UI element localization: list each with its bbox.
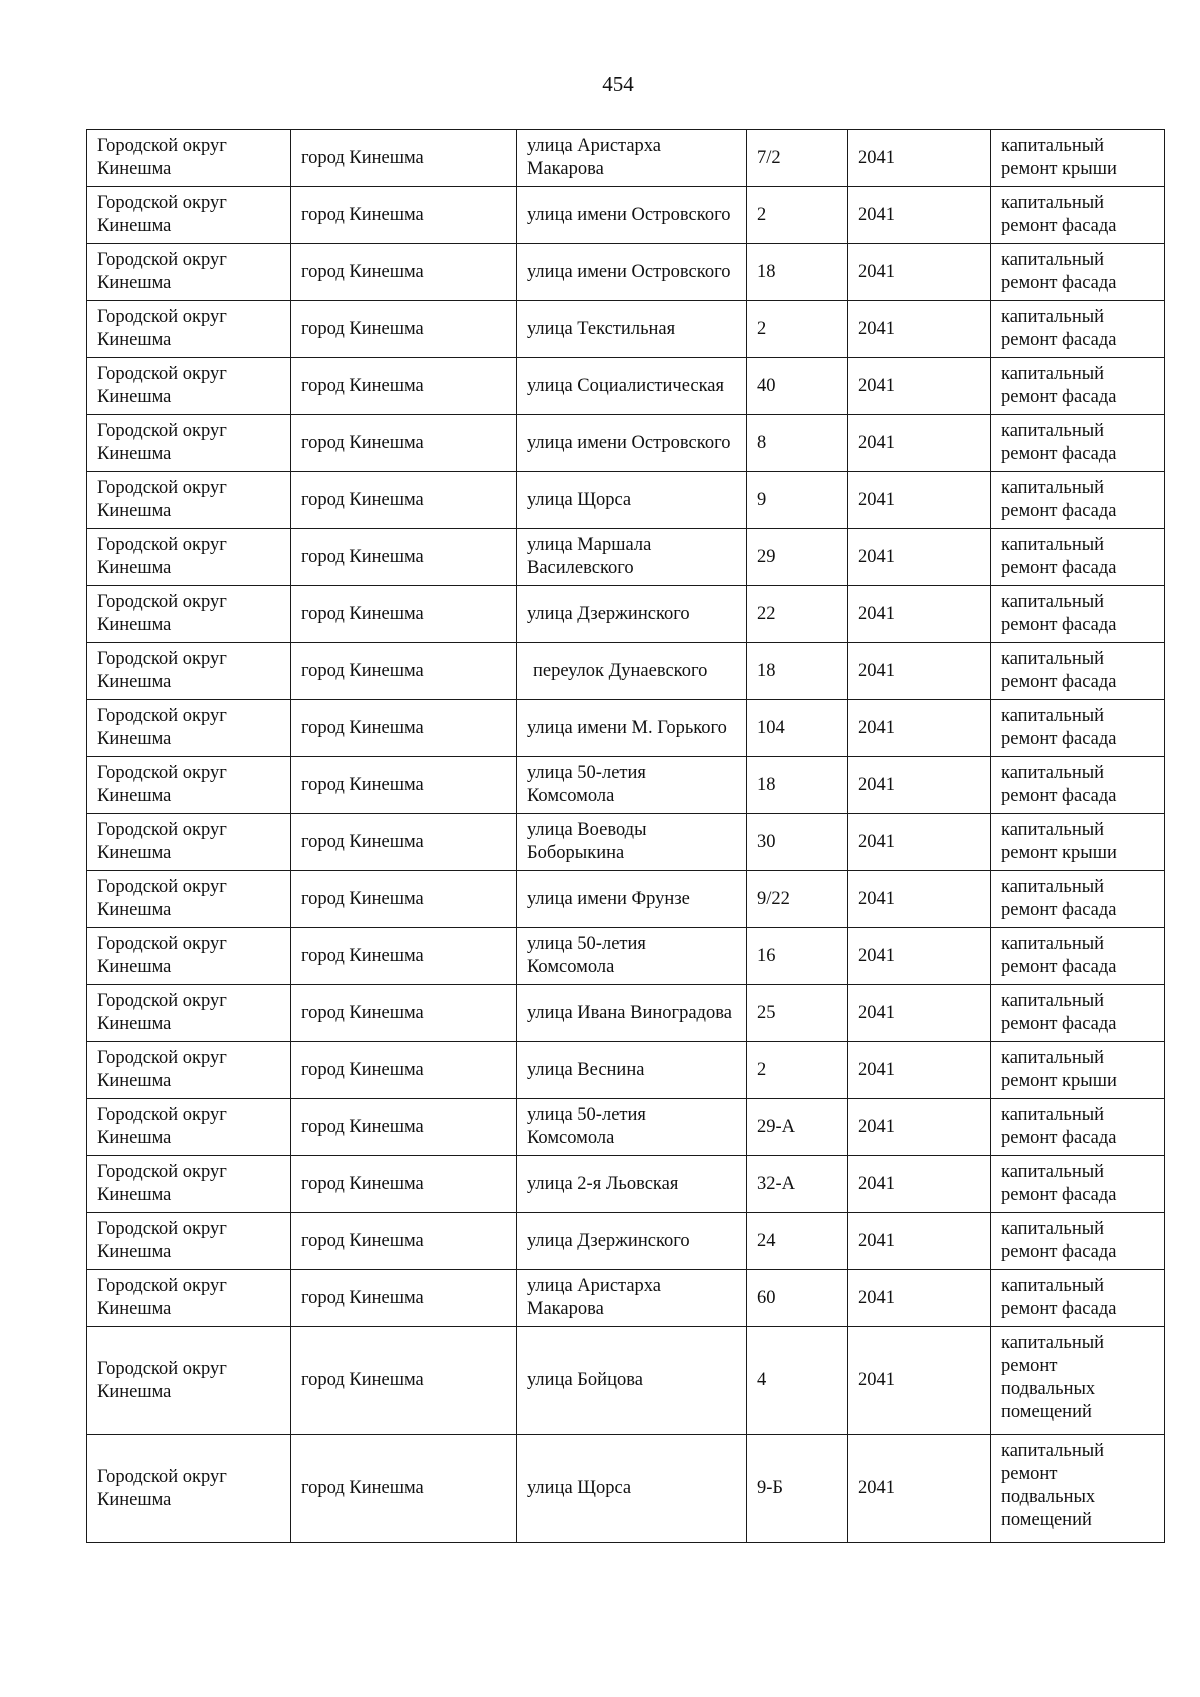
work-type-cell: капитальный ремонт крыши: [991, 814, 1165, 871]
year-cell: 2041: [848, 358, 991, 415]
city-cell: город Кинешма: [291, 757, 517, 814]
city-cell: город Кинешма: [291, 415, 517, 472]
district-cell: Городской округ Кинешма: [87, 1327, 291, 1435]
table-row: [87, 871, 1165, 928]
table-row: [87, 301, 1165, 358]
house-number-cell: 2: [747, 187, 848, 244]
district-cell: Городской округ Кинешма: [87, 1042, 291, 1099]
district-cell: Городской округ Кинешма: [87, 700, 291, 757]
district-cell: Городской округ Кинешма: [87, 358, 291, 415]
repair-schedule-table: [86, 129, 1165, 1543]
work-type-cell: капитальный ремонт фасада: [991, 1213, 1165, 1270]
work-type-cell: капитальный ремонт фасада: [991, 871, 1165, 928]
street-cell: улица 50-летия Комсомола: [517, 757, 747, 814]
district-cell: Городской округ Кинешма: [87, 130, 291, 187]
house-number-cell: 25: [747, 985, 848, 1042]
city-cell: город Кинешма: [291, 985, 517, 1042]
work-type-cell: капитальный ремонт фасада: [991, 1099, 1165, 1156]
table-row: [87, 1213, 1165, 1270]
work-type-cell: капитальный ремонт подвальных помещений: [991, 1327, 1165, 1435]
work-type-cell: капитальный ремонт фасада: [991, 187, 1165, 244]
street-cell: улица Воеводы Боборыкина: [517, 814, 747, 871]
city-cell: город Кинешма: [291, 1270, 517, 1327]
table-row: [87, 358, 1165, 415]
city-cell: город Кинешма: [291, 301, 517, 358]
street-cell: улица 50-летия Комсомола: [517, 1099, 747, 1156]
district-cell: Городской округ Кинешма: [87, 928, 291, 985]
district-cell: Городской округ Кинешма: [87, 472, 291, 529]
year-cell: 2041: [848, 757, 991, 814]
year-cell: 2041: [848, 130, 991, 187]
city-cell: город Кинешма: [291, 1042, 517, 1099]
street-cell: улица имени Фрунзе: [517, 871, 747, 928]
work-type-cell: капитальный ремонт фасада: [991, 700, 1165, 757]
table-body: [87, 130, 1165, 1543]
house-number-cell: 104: [747, 700, 848, 757]
work-type-cell: капитальный ремонт фасада: [991, 1156, 1165, 1213]
house-number-cell: 9-Б: [747, 1435, 848, 1543]
year-cell: 2041: [848, 871, 991, 928]
year-cell: 2041: [848, 529, 991, 586]
city-cell: город Кинешма: [291, 1327, 517, 1435]
house-number-cell: 16: [747, 928, 848, 985]
year-cell: 2041: [848, 700, 991, 757]
street-cell: улица 2-я Льовская: [517, 1156, 747, 1213]
district-cell: Городской округ Кинешма: [87, 187, 291, 244]
table-row: [87, 985, 1165, 1042]
city-cell: город Кинешма: [291, 871, 517, 928]
street-cell: улица Дзержинского: [517, 1213, 747, 1270]
house-number-cell: 9/22: [747, 871, 848, 928]
house-number-cell: 9: [747, 472, 848, 529]
table-row: [87, 1042, 1165, 1099]
house-number-cell: 8: [747, 415, 848, 472]
district-cell: Городской округ Кинешма: [87, 643, 291, 700]
table-row: [87, 586, 1165, 643]
table-row: [87, 814, 1165, 871]
table-row: [87, 130, 1165, 187]
street-cell: улица Текстильная: [517, 301, 747, 358]
house-number-cell: 60: [747, 1270, 848, 1327]
year-cell: 2041: [848, 586, 991, 643]
table-row: [87, 529, 1165, 586]
work-type-cell: капитальный ремонт фасада: [991, 757, 1165, 814]
house-number-cell: 30: [747, 814, 848, 871]
street-cell: улица имени Островского: [517, 415, 747, 472]
table-row: [87, 1099, 1165, 1156]
year-cell: 2041: [848, 1042, 991, 1099]
year-cell: 2041: [848, 928, 991, 985]
district-cell: Городской округ Кинешма: [87, 985, 291, 1042]
street-cell: улица Веснина: [517, 1042, 747, 1099]
work-type-cell: капитальный ремонт фасада: [991, 985, 1165, 1042]
house-number-cell: 2: [747, 1042, 848, 1099]
street-cell: улица Бойцова: [517, 1327, 747, 1435]
year-cell: 2041: [848, 814, 991, 871]
city-cell: город Кинешма: [291, 1156, 517, 1213]
work-type-cell: капитальный ремонт фасада: [991, 1270, 1165, 1327]
work-type-cell: капитальный ремонт фасада: [991, 472, 1165, 529]
year-cell: 2041: [848, 1327, 991, 1435]
district-cell: Городской округ Кинешма: [87, 1099, 291, 1156]
house-number-cell: 32-А: [747, 1156, 848, 1213]
table-row: [87, 244, 1165, 301]
house-number-cell: 29-А: [747, 1099, 848, 1156]
house-number-cell: 29: [747, 529, 848, 586]
district-cell: Городской округ Кинешма: [87, 244, 291, 301]
street-cell: улица 50-летия Комсомола: [517, 928, 747, 985]
table-row: [87, 1435, 1165, 1543]
work-type-cell: капитальный ремонт фасада: [991, 415, 1165, 472]
street-cell: улица Дзержинского: [517, 586, 747, 643]
table-row: [87, 415, 1165, 472]
city-cell: город Кинешма: [291, 643, 517, 700]
district-cell: Городской округ Кинешма: [87, 871, 291, 928]
house-number-cell: 18: [747, 757, 848, 814]
table-row: [87, 700, 1165, 757]
street-cell: улица Аристарха Макарова: [517, 1270, 747, 1327]
work-type-cell: капитальный ремонт фасада: [991, 529, 1165, 586]
work-type-cell: капитальный ремонт фасада: [991, 586, 1165, 643]
city-cell: город Кинешма: [291, 358, 517, 415]
district-cell: Городской округ Кинешма: [87, 415, 291, 472]
house-number-cell: 40: [747, 358, 848, 415]
city-cell: город Кинешма: [291, 529, 517, 586]
street-cell: улица Маршала Василевского: [517, 529, 747, 586]
district-cell: Городской округ Кинешма: [87, 814, 291, 871]
street-cell: улица Аристарха Макарова: [517, 130, 747, 187]
year-cell: 2041: [848, 643, 991, 700]
house-number-cell: 22: [747, 586, 848, 643]
street-cell: переулок Дунаевского: [517, 643, 747, 700]
house-number-cell: 7/2: [747, 130, 848, 187]
year-cell: 2041: [848, 187, 991, 244]
house-number-cell: 18: [747, 643, 848, 700]
street-cell: улица имени Островского: [517, 244, 747, 301]
table-row: [87, 643, 1165, 700]
city-cell: город Кинешма: [291, 187, 517, 244]
district-cell: Городской округ Кинешма: [87, 757, 291, 814]
year-cell: 2041: [848, 301, 991, 358]
table-row: [87, 1327, 1165, 1435]
district-cell: Городской округ Кинешма: [87, 586, 291, 643]
table-row: [87, 1270, 1165, 1327]
district-cell: Городской округ Кинешма: [87, 1156, 291, 1213]
district-cell: Городской округ Кинешма: [87, 1270, 291, 1327]
work-type-cell: капитальный ремонт крыши: [991, 130, 1165, 187]
city-cell: город Кинешма: [291, 700, 517, 757]
house-number-cell: 18: [747, 244, 848, 301]
street-cell: улица Щорса: [517, 472, 747, 529]
district-cell: Городской округ Кинешма: [87, 1435, 291, 1543]
work-type-cell: капитальный ремонт фасада: [991, 358, 1165, 415]
street-cell: улица Социалистическая: [517, 358, 747, 415]
year-cell: 2041: [848, 1435, 991, 1543]
work-type-cell: капитальный ремонт фасада: [991, 301, 1165, 358]
year-cell: 2041: [848, 415, 991, 472]
table-row: [87, 187, 1165, 244]
district-cell: Городской округ Кинешма: [87, 1213, 291, 1270]
work-type-cell: капитальный ремонт фасада: [991, 643, 1165, 700]
street-cell: улица Щорса: [517, 1435, 747, 1543]
city-cell: город Кинешма: [291, 586, 517, 643]
work-type-cell: капитальный ремонт подвальных помещений: [991, 1435, 1165, 1543]
district-cell: Городской округ Кинешма: [87, 529, 291, 586]
year-cell: 2041: [848, 472, 991, 529]
city-cell: город Кинешма: [291, 814, 517, 871]
district-cell: Городской округ Кинешма: [87, 301, 291, 358]
city-cell: город Кинешма: [291, 1435, 517, 1543]
house-number-cell: 24: [747, 1213, 848, 1270]
table-row: [87, 928, 1165, 985]
city-cell: город Кинешма: [291, 1099, 517, 1156]
year-cell: 2041: [848, 1156, 991, 1213]
year-cell: 2041: [848, 1099, 991, 1156]
city-cell: город Кинешма: [291, 244, 517, 301]
table-row: [87, 472, 1165, 529]
work-type-cell: капитальный ремонт крыши: [991, 1042, 1165, 1099]
street-cell: улица имени Островского: [517, 187, 747, 244]
work-type-cell: капитальный ремонт фасада: [991, 928, 1165, 985]
year-cell: 2041: [848, 1270, 991, 1327]
street-cell: улица Ивана Виноградова: [517, 985, 747, 1042]
city-cell: город Кинешма: [291, 472, 517, 529]
street-cell: улица имени М. Горького: [517, 700, 747, 757]
city-cell: город Кинешма: [291, 928, 517, 985]
table-row: [87, 757, 1165, 814]
page-number: 454: [602, 72, 634, 96]
year-cell: 2041: [848, 244, 991, 301]
work-type-cell: капитальный ремонт фасада: [991, 244, 1165, 301]
table-row: [87, 1156, 1165, 1213]
city-cell: город Кинешма: [291, 130, 517, 187]
house-number-cell: 2: [747, 301, 848, 358]
city-cell: город Кинешма: [291, 1213, 517, 1270]
year-cell: 2041: [848, 1213, 991, 1270]
year-cell: 2041: [848, 985, 991, 1042]
house-number-cell: 4: [747, 1327, 848, 1435]
